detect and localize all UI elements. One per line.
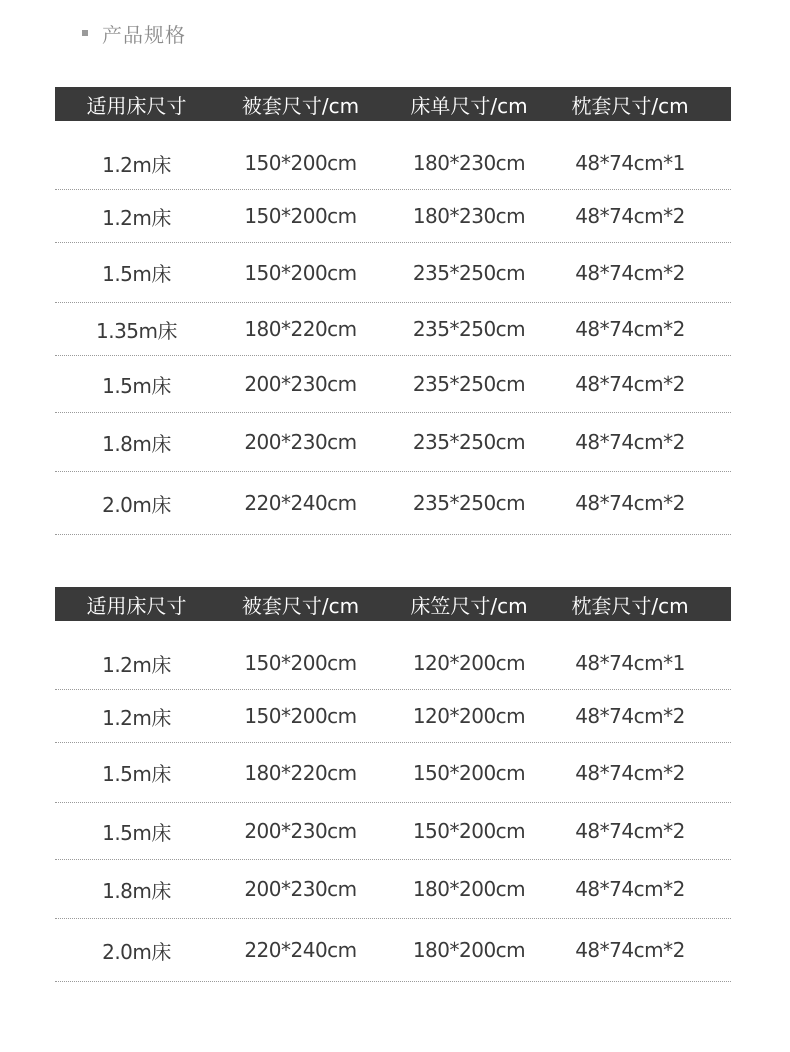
cell-bed-size: 1.2m床 xyxy=(102,705,171,730)
cell-sheet-size: 180*230cm xyxy=(412,151,526,175)
bedding-spec-table-fitted-sheet xyxy=(55,587,731,982)
table-row xyxy=(55,743,731,803)
cell-sheet-size: 235*250cm xyxy=(412,491,526,515)
table-row xyxy=(55,690,731,743)
cell-pillowcase-size: 48*74cm*2 xyxy=(575,819,685,843)
cell-sheet-size: 180*230cm xyxy=(412,204,526,228)
cell-duvet-size: 200*230cm xyxy=(244,372,357,396)
cell-duvet-size: 180*220cm xyxy=(244,317,357,341)
bedding-spec-table-sheet xyxy=(55,87,731,535)
cell-sheet-size: 120*200cm xyxy=(412,651,526,675)
cell-duvet-size: 220*240cm xyxy=(244,491,357,515)
cell-bed-size: 1.8m床 xyxy=(102,431,171,456)
table-row xyxy=(55,919,731,982)
cell-sheet-size: 235*250cm xyxy=(412,260,526,285)
cell-pillowcase-size: 48*74cm*2 xyxy=(575,491,685,515)
table-row xyxy=(55,356,731,413)
cell-bed-size: 2.0m床 xyxy=(102,939,171,964)
cell-duvet-size: 150*200cm xyxy=(244,651,357,675)
cell-pillowcase-size: 48*74cm*2 xyxy=(575,317,685,341)
cell-sheet-size: 235*250cm xyxy=(412,372,526,396)
cell-sheet-size: 120*200cm xyxy=(412,704,526,728)
cell-bed-size: 1.2m床 xyxy=(102,152,171,177)
cell-pillowcase-size: 48*74cm*2 xyxy=(575,938,685,962)
cell-duvet-size: 180*220cm xyxy=(244,760,357,785)
cell-bed-size: 1.8m床 xyxy=(102,878,171,903)
cell-duvet-size: 150*200cm xyxy=(244,204,357,228)
cell-sheet-size: 235*250cm xyxy=(412,430,526,454)
cell-pillowcase-size: 48*74cm*2 xyxy=(575,430,685,454)
cell-bed-size: 1.5m床 xyxy=(102,820,171,845)
cell-pillowcase-size: 48*74cm*2 xyxy=(575,372,685,396)
cell-pillowcase-size: 48*74cm*2 xyxy=(575,704,685,728)
cell-bed-size: 1.35m床 xyxy=(95,318,177,343)
section-title-text: 产品规格 xyxy=(102,22,186,47)
cell-sheet-size: 180*200cm xyxy=(412,938,526,962)
cell-bed-size: 1.5m床 xyxy=(102,262,171,286)
cell-duvet-size: 200*230cm xyxy=(244,430,357,454)
cell-bed-size: 1.5m床 xyxy=(102,373,171,398)
cell-pillowcase-size: 48*74cm*2 xyxy=(575,204,685,228)
cell-pillowcase-size: 48*74cm*1 xyxy=(575,151,685,175)
cell-bed-size: 2.0m床 xyxy=(102,492,171,517)
table-header-row xyxy=(55,87,731,121)
cell-sheet-size: 150*200cm xyxy=(412,760,526,785)
cell-duvet-size: 150*200cm xyxy=(244,704,357,728)
header-pillowcase-size: 枕套尺寸/cm xyxy=(571,93,689,118)
cell-bed-size: 1.2m床 xyxy=(102,652,171,677)
table-row xyxy=(55,803,731,860)
table-row xyxy=(55,860,731,919)
header-duvet-size: 被套尺寸/cm xyxy=(241,93,360,118)
table-row xyxy=(55,472,731,535)
cell-sheet-size: 235*250cm xyxy=(412,317,526,341)
cell-duvet-size: 200*230cm xyxy=(244,819,357,843)
cell-pillowcase-size: 48*74cm*2 xyxy=(575,760,685,785)
table-header-row xyxy=(55,587,731,621)
header-bed-size: 适用床尺寸 xyxy=(86,593,187,618)
cell-bed-size: 1.2m床 xyxy=(102,205,171,230)
header-pillowcase-size: 枕套尺寸/cm xyxy=(571,593,689,618)
cell-duvet-size: 150*200cm xyxy=(244,151,357,175)
cell-duvet-size: 220*240cm xyxy=(244,938,357,962)
cell-bed-size: 1.5m床 xyxy=(102,762,171,786)
header-sheet-size: 床单尺寸/cm xyxy=(410,93,528,118)
table-row xyxy=(55,413,731,472)
cell-sheet-size: 150*200cm xyxy=(412,819,526,843)
header-bed-size: 适用床尺寸 xyxy=(86,93,187,118)
cell-pillowcase-size: 48*74cm*2 xyxy=(575,877,685,901)
table-row xyxy=(55,621,731,690)
table-row xyxy=(55,190,731,243)
cell-pillowcase-size: 48*74cm*2 xyxy=(575,260,685,285)
header-duvet-size: 被套尺寸/cm xyxy=(241,593,360,618)
cell-duvet-size: 150*200cm xyxy=(244,260,357,285)
table-row xyxy=(55,243,731,303)
cell-duvet-size: 200*230cm xyxy=(244,877,357,901)
square-bullet-icon xyxy=(82,30,88,36)
table-row xyxy=(55,121,731,190)
cell-sheet-size: 180*200cm xyxy=(412,877,526,901)
header-sheet-size: 床笠尺寸/cm xyxy=(410,593,528,618)
cell-pillowcase-size: 48*74cm*1 xyxy=(575,651,685,675)
table-row xyxy=(55,303,731,356)
section-title xyxy=(82,18,186,48)
